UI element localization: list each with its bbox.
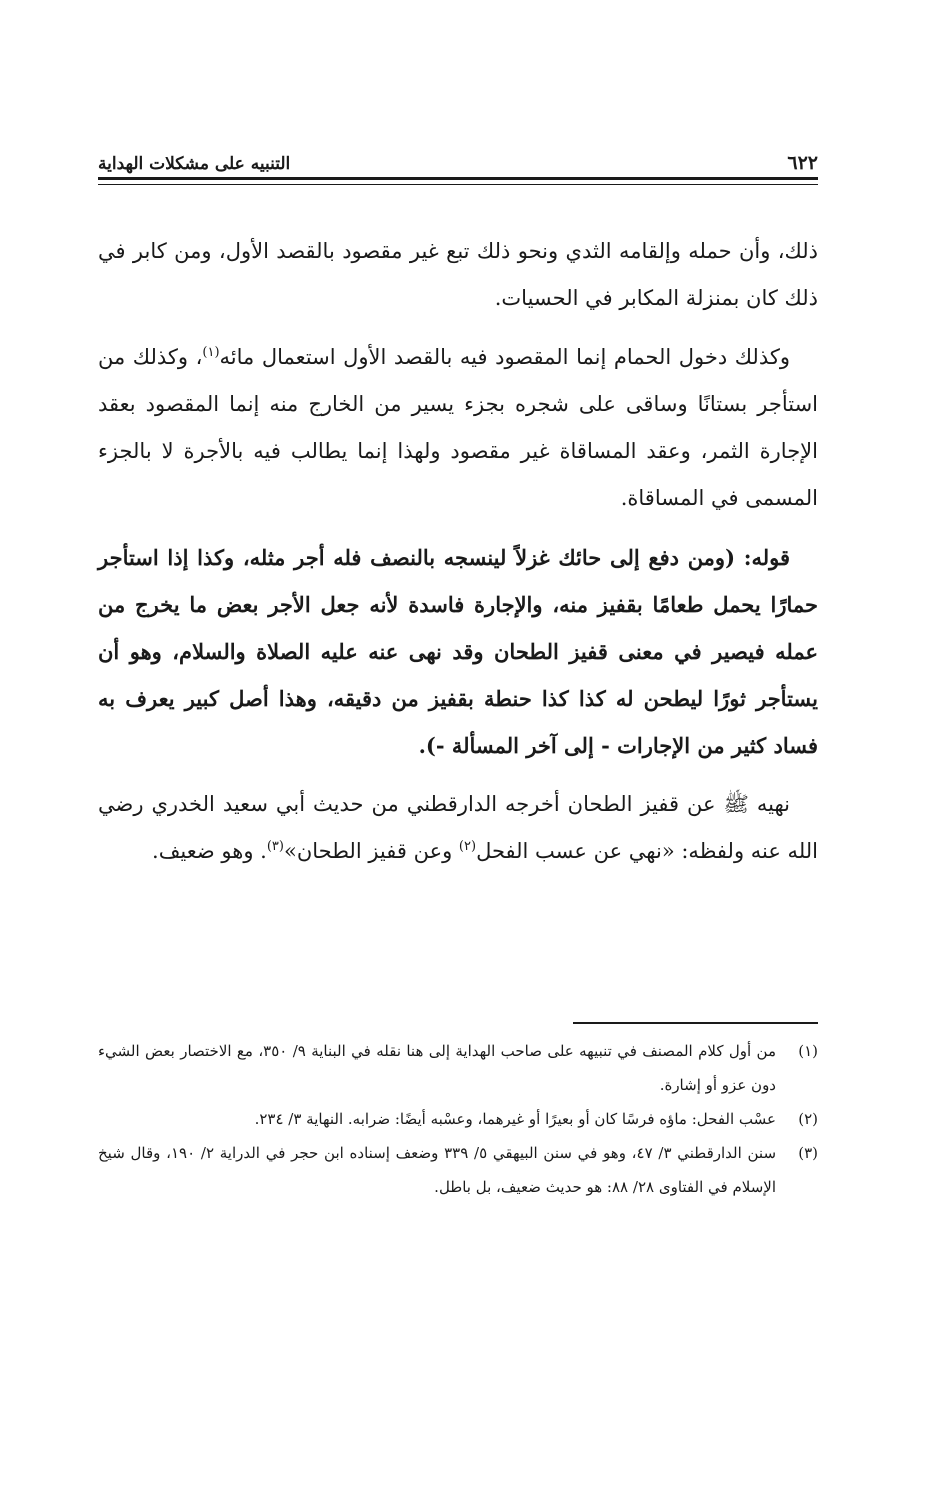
- footnote-marker-2: (٢): [458, 839, 477, 854]
- running-title: التنبيه على مشكلات الهداية: [98, 154, 291, 174]
- paragraph-4: [98, 781, 818, 875]
- footnote-2: [98, 1102, 818, 1136]
- footnote-text: عسْب الفحل: ماؤه فرسًا كان أو بعيرًا أو غيرهما، وعسْبه أيضًا: ضرابه. النهاية ٣/ ٢٣٤.: [254, 1110, 776, 1128]
- header-rule-thick: [98, 177, 818, 180]
- paragraph-4-part-b: وعن قفيز الطحان»: [283, 839, 459, 863]
- paragraph-1: ذلك، وأن حمله وإلقامه الثدي ونحو ذلك تبع غير مقصود بالقصد الأول، ومن كابر في ذلك كان بمنزلة المكابر في الحسيات.: [98, 239, 818, 310]
- paragraph-2-text: وكذلك دخول الحمام إنما المقصود فيه بالقصد الأول استعمال مائه: [219, 345, 790, 369]
- footnote-number: (٣): [798, 1144, 818, 1162]
- paragraph-2-rest: ، وكذلك من استأجر بستانًا وساقى على شجره بجزء يسير من الخارج منه إنما المقصود بعقد الإجارة الثمر، وعقد المساقاة غير مقصود ولهذا إنما يطالب فيه بالأجرة لا بالجزء المسمى في المساقاة.: [98, 345, 818, 510]
- footnote-1: [98, 1034, 818, 1102]
- quoted-paragraph: قوله: (ومن دفع إلى حائك غزلاً لينسجه بالنصف فله أجر مثله، وكذا إذا استأجر حمارًا يحمل طعامًا بقفيز منه، والإجارة فاسدة لأنه جعل الأجر بعض ما يخرج من عمله فيصير في معنى قفيز الطحان وقد نهى عنه عليه الصلاة والسلام، وهو أن يستأجر ثورًا ليطحن له كذا كذا حنطة بقفيز من دقيقه، وهذا أصل كبير يعرف به فساد كثير من الإجارات - إلى آخر المسألة -).: [98, 545, 818, 758]
- paragraph-2: [98, 334, 818, 522]
- running-header: [98, 140, 818, 174]
- page-number: ٦٢٢: [787, 152, 818, 174]
- header-rule-thin: [98, 184, 818, 185]
- footnote-number: (١): [798, 1042, 818, 1060]
- footnote-text: سنن الدارقطني ٣/ ٤٧، وهو في سنن البيهقي ٥/ ٣٣٩ وضعف إسناده ابن حجر في الدراية ٢/ ١٩٠، وقال شيخ الإسلام في الفتاوى ٢٨/ ٨٨: هو حديث ضعيف، بل باطل.: [98, 1144, 777, 1196]
- main-text: [98, 228, 818, 887]
- paragraph-4-part-a: نهيه ﷺ عن قفيز الطحان أخرجه الدارقطني من حديث أبي سعيد الخدري رضي الله عنه ولفظه: «نهي عن عسب الفحل: [98, 792, 818, 863]
- paragraph-4-part-c: . وهو ضعيف.: [152, 839, 267, 863]
- footnote-separator: [573, 1022, 818, 1024]
- footnote-number: (٢): [798, 1110, 818, 1128]
- book-page: [98, 0, 818, 1489]
- footnote-marker-3: (٣): [266, 839, 284, 854]
- footnote-3: [98, 1136, 818, 1204]
- footnotes: [98, 1034, 818, 1204]
- footnote-marker-1: (١): [202, 345, 220, 360]
- footnote-text: من أول كلام المصنف في تنبيهه على صاحب الهداية إلى هنا نقله في البناية ٩/ ٣٥٠، مع الاختصار بعض الشيء دون عزو أو إشارة.: [98, 1042, 776, 1094]
